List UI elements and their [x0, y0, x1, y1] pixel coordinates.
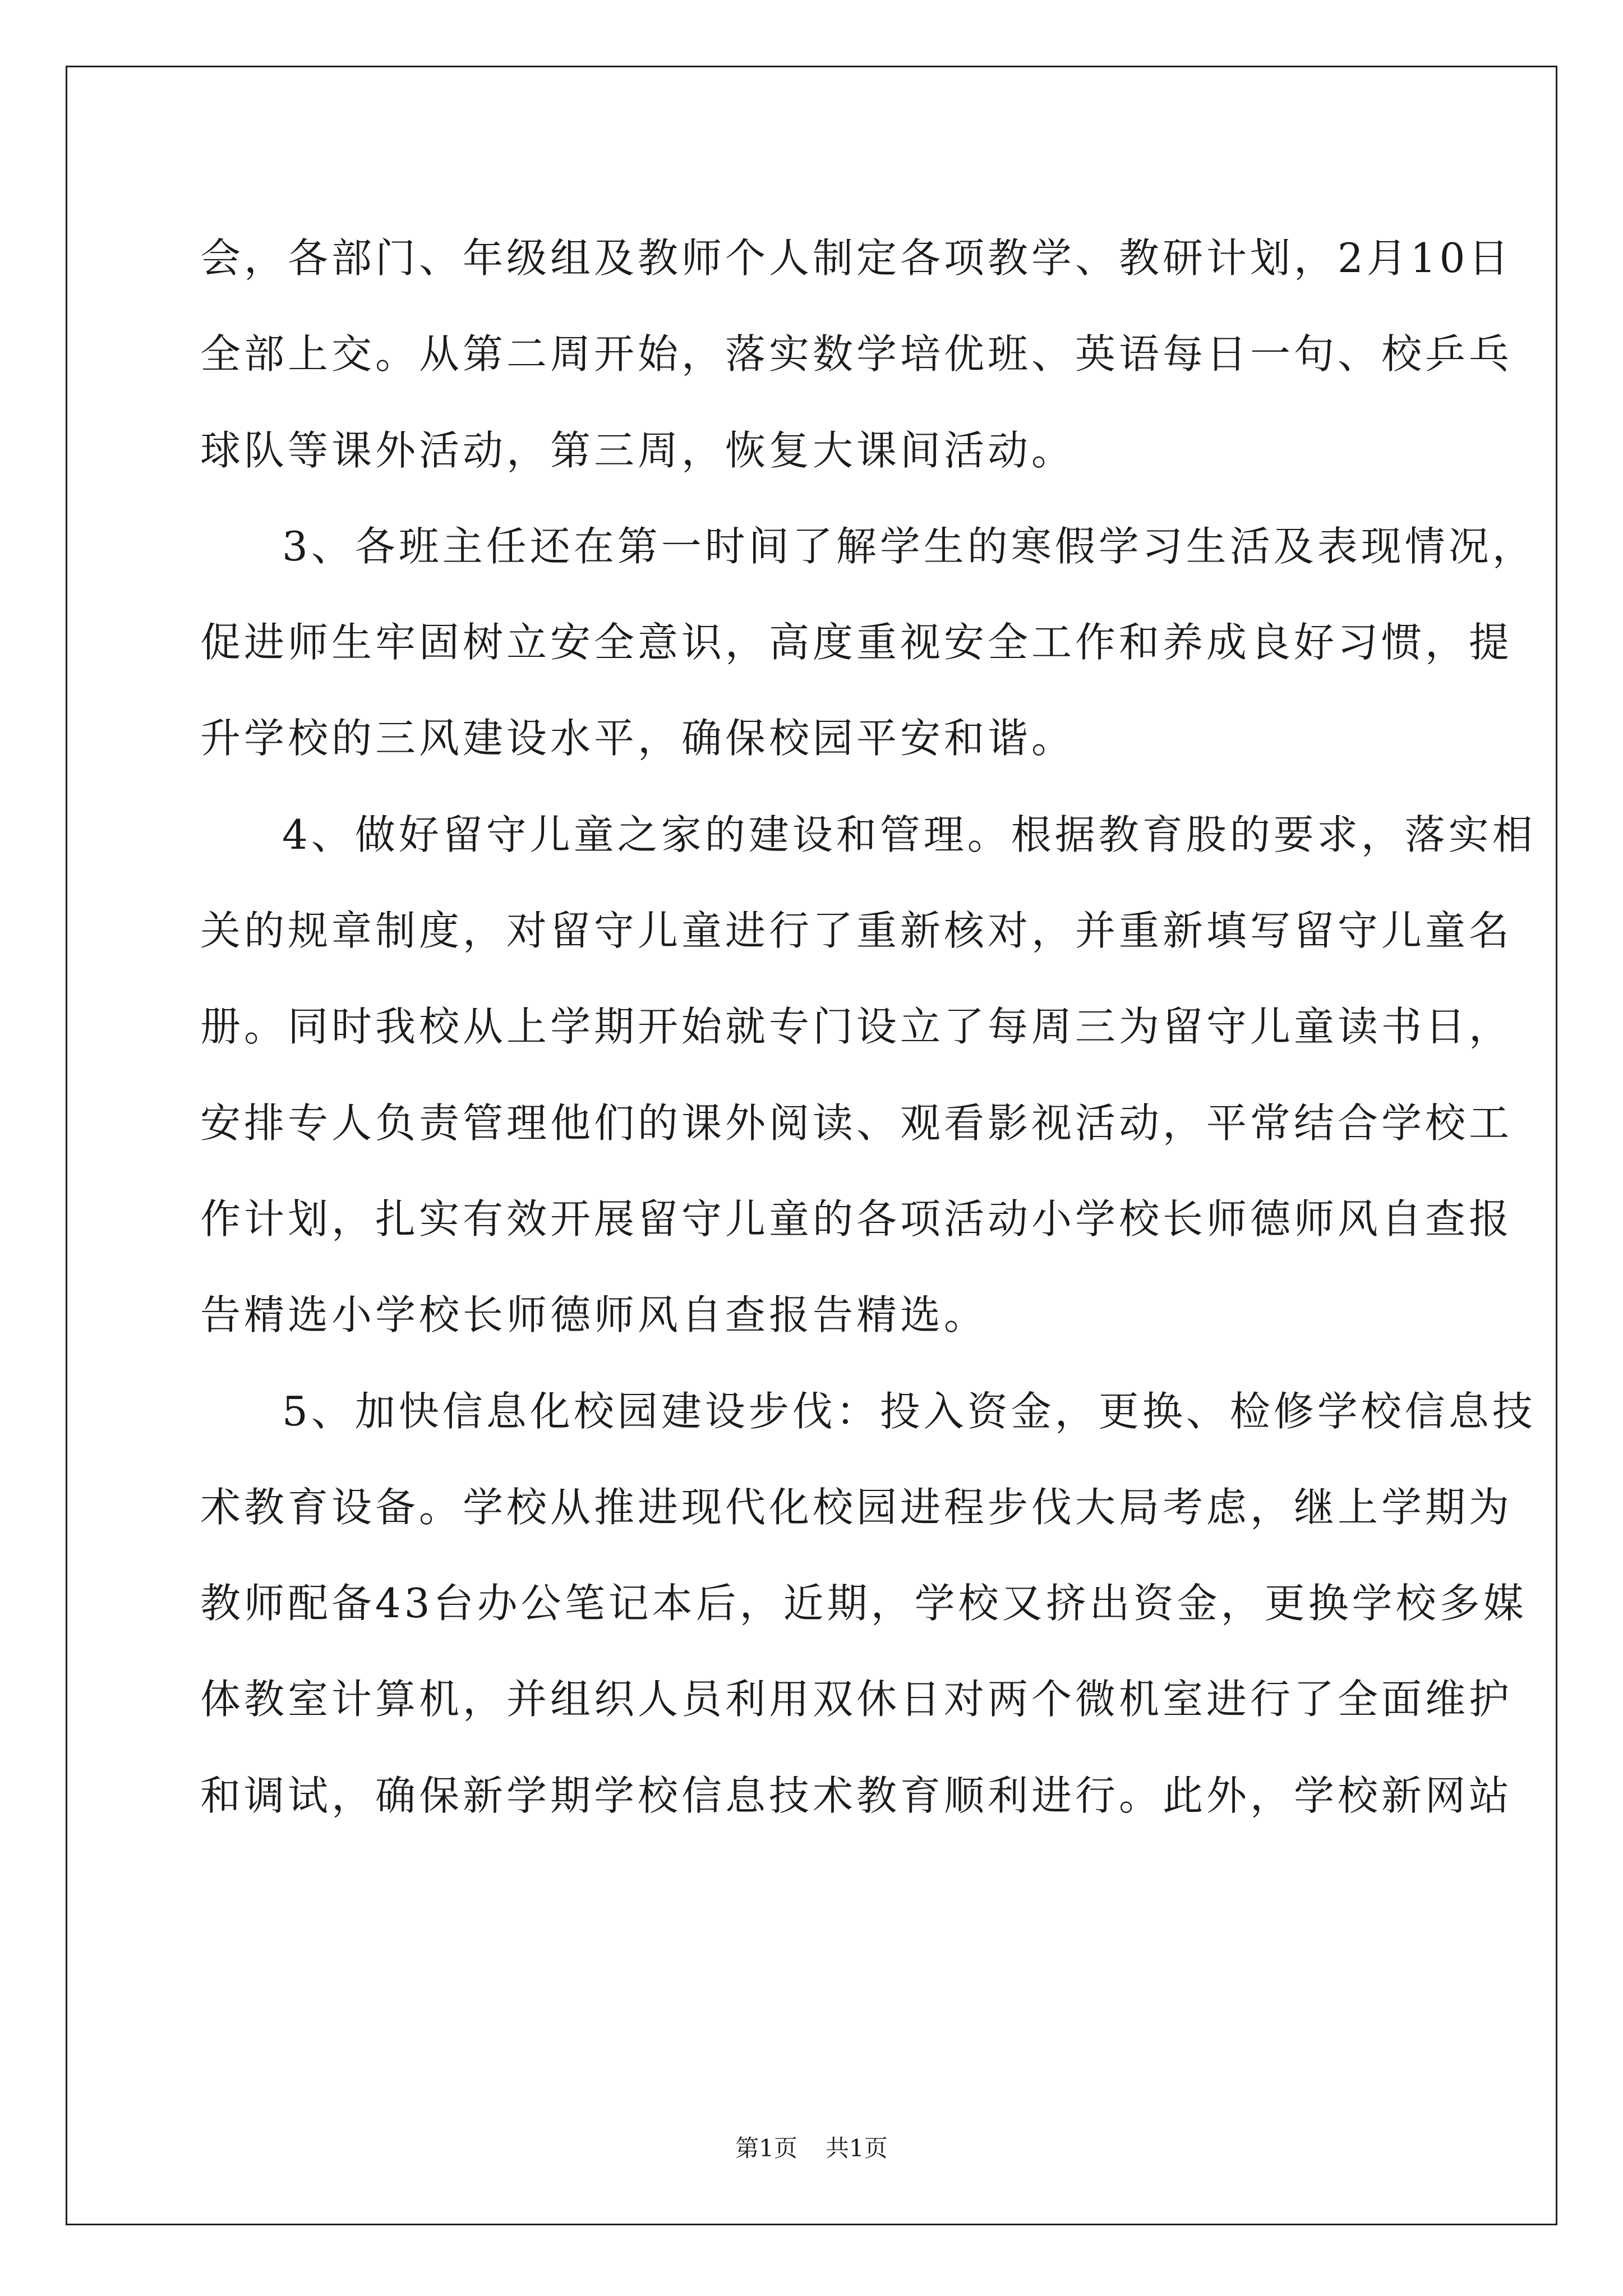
text-line: 4、做好留守儿童之家的建设和管理。根据教育股的要求，落实相	[282, 811, 1536, 858]
text-line: 关的规章制度，对留守儿童进行了重新核对，并重新填写留守儿童名	[200, 907, 1513, 955]
text-line: 促进师生牢固树立安全意识，高度重视安全工作和养成良好习惯，提	[200, 619, 1513, 666]
text-line: 升学校的三风建设水平，确保校园平安和谐。	[200, 715, 1076, 762]
page-footer	[0, 2132, 1623, 2165]
text-line: 球队等课外活动，第三周，恢复大课间活动。	[200, 426, 1076, 474]
text-line: 5、加快信息化校园建设步伐：投入资金，更换、检修学校信息技	[282, 1387, 1536, 1435]
text-line: 会，各部门、年级组及教师个人制定各项教学、教研计划，2月10日	[200, 234, 1513, 282]
page-number-total: 共1页	[826, 2134, 888, 2162]
text-line: 告精选小学校长师德师风自查报告精选。	[200, 1291, 988, 1339]
page-number-current: 第1页	[735, 2134, 797, 2162]
text-line: 3、各班主任还在第一时间了解学生的寒假学习生活及表现情况，	[282, 522, 1536, 570]
text-line: 安排专人负责管理他们的课外阅读、观看影视活动，平常结合学校工	[200, 1099, 1513, 1147]
text-line: 全部上交。从第二周开始，落实数学培优班、英语每日一句、校乒乓	[200, 330, 1513, 378]
text-line: 教师配备43台办公笔记本后，近期，学校又挤出资金，更换学校多媒	[200, 1580, 1527, 1627]
text-line: 术教育设备。学校从推进现代化校园进程步伐大局考虑，继上学期为	[200, 1483, 1513, 1531]
text-line: 和调试，确保新学期学校信息技术教育顺利进行。此外，学校新网站	[200, 1772, 1513, 1819]
document-body	[200, 210, 1536, 1844]
text-line: 作计划，扎实有效开展留守儿童的各项活动小学校长师德师风自查报	[200, 1195, 1513, 1243]
text-line: 册。同时我校从上学期开始就专门设立了每周三为留守儿童读书日，	[200, 1003, 1513, 1051]
text-line: 体教室计算机，并组织人员利用双休日对两个微机室进行了全面维护	[200, 1676, 1513, 1723]
